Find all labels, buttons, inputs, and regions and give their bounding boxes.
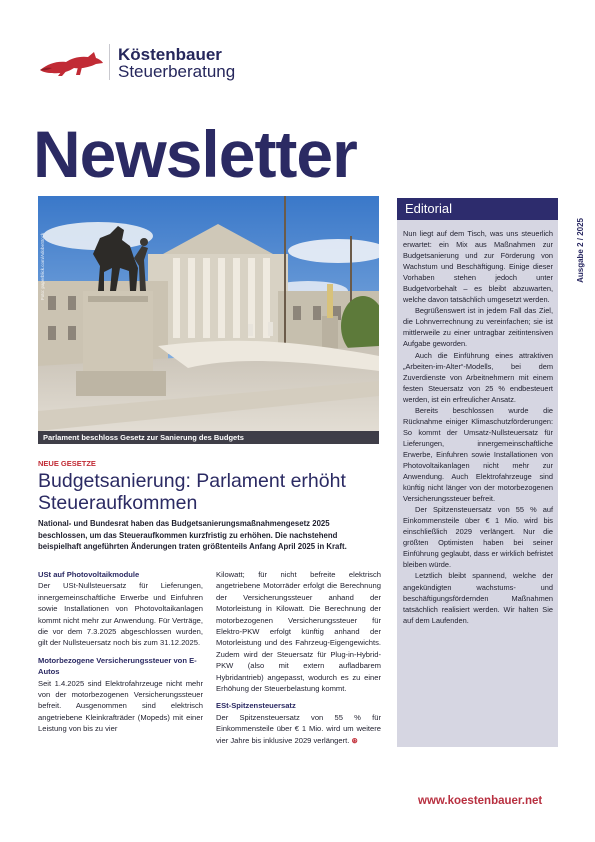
brand-subtitle: Steuerberatung [118,62,236,81]
editorial-paragraph: Auch die Einführung eines attraktiven „Arbeiten-im-Alter“-Modells, bei dem Zuverdienste von Arbeitnehmern mit einem festen Steuersatz von 25 % endbesteuert werden, ist ein erfreulicher Ansatz. [403,350,553,404]
website-link[interactable]: www.koestenbauer.net [418,795,543,807]
editorial-paragraph: Der Spitzensteuersatz von 55 % auf Einkommensteile über € 1 Mio. wird bis einschließlich 2029 verlängert. Nur die größten Optimisten haben bei seiner Einführung geglaubt, dass er wirklich befristet bleiben würde. [403,505,553,570]
brand-name: Köstenbauer [118,45,222,64]
article-kicker: NEUE GESETZE [38,459,96,468]
article-headline: Budgetsanierung: Parlament erhöht Steueraufkommen [38,470,346,514]
photo-caption: Parlament beschloss Gesetz zur Sanierung des Budgets [38,431,379,444]
editorial-heading: Editorial [397,198,558,220]
editorial-paragraph: Bereits beschlossen wurde die Rücknahme einiger Klimaschutzförderungen: So kommt der Umsatz-Nullsteuersatz für Lieferungen, innergemeinschaftliche Erwerbe, Einfuhren sowie Installationen von Photovoltaikanlagen nicht mehr zur Anwendung. Auch Elektrofahrzeuge sind künftig nicht länger von der motorbezogenen Versicherungssteuer befreit. [403,405,553,504]
section-heading-top-tax-rate: ESt-Spitzensteuersatz [216,701,296,711]
issue-label: Ausgabe 2 / 2025 [576,218,585,283]
editorial-paragraph: Letztlich bleibt spannend, welche der angekündigten wachstums- und beschäftigungsfördernden Maßnahmen tatsächlich realisiert werden. Wir halten Sie auf dem Laufenden. [403,571,553,625]
parliament-photo [38,196,379,444]
section-heading-photovoltaic: USt auf Photovoltaikmodule [38,570,140,579]
paragraph-top-tax-rate [216,712,381,746]
fox-logo-icon [38,48,104,78]
editorial-paragraph: Begrüßenswert ist in jedem Fall das Ziel, die Lohnverrechnung zu vereinfachen; sie ist mittlerweile zu einer untragbar zeitintensiven Aufgabe geworden. [403,306,553,349]
top-tax-rate-text: Der Spitzensteuersatz von 55 % für Einkommensteile über € 1 Mio. wird um weitere vier Jahre bis inklusive 2029 verlängert. [216,712,381,745]
logo-divider [109,44,110,80]
article-column-left [38,569,203,735]
editorial-paragraph: Nun liegt auf dem Tisch, was uns steuerlich erwartet: ein Mix aus Maßnahmen zur Budgetsanierung und zur Förderung von Wachstum und Beschäftigung. Einige dieser Vorhaben stehen jedoch unter Budgetvorbehalt – es bleibt abzuwarten, welche davon tatsächlich umgesetzt werden. [403,229,553,305]
section-heading-e-cars: Motorbezogene Versicherungssteuer von E-Autos [38,655,197,677]
end-mark-icon: ⊛ [351,735,358,745]
photo-credit: Foto: paperblick.com/AdobeStock [40,232,45,300]
paragraph-e-cars-continued: Kilowatt; für nicht befreite elektrisch angetriebene Motorräder erfolgt die Berechnung der Versicherungssteuer anhand der Motorleistung in Kilowatt. Die Berechnung der motorbezogenen Versicherungssteuer für Elektro-PKW erfolgt künftig anhand der Motorleistung und des Fahrzeug-Eigengewichts. Zudem wird der Steuersatz für Plug-in-Hybrid-PKW (also mit extern aufladbarem Hybridantrieb) angepasst, wodurch es zu einer Erhöhung der Steuerbelastung kommt. [216,570,381,694]
article-lead: National- und Bundesrat haben das Budgetsanierungsmaßnahmengesetz 2025 beschlossen, um das Steueraufkommen kurzfristig zu erhöhen. Die nachstehend beispielhaft angeführten Änderungen traten größtenteils Anfang April 2025 in Kraft. [38,519,347,551]
paragraph-photovoltaic: Der USt-Nullsteuersatz für Lieferungen, innergemeinschaftliche Erwerbe und Einfuhren sowie Installationen von Photovoltaikanlagen kommt nicht mehr zur Anwendung. Für Verträge, die vor dem 7.3.2025 abgeschlossen wurden, gilt der Nullsteuersatz noch bis zum 31.12.2025. [38,581,203,648]
article-column-right [216,569,381,746]
newsletter-title: Newsletter [33,117,357,191]
paragraph-e-cars: Seit 1.4.2025 sind Elektrofahrzeuge nicht mehr von der motorbezogenen Versicherungssteuer befreit. Ausgenommen sind elektrisch angetriebene Kleinkrafträder (Mopeds) mit einer Leistung von bis zu vier [38,678,203,734]
editorial-body [403,228,553,626]
